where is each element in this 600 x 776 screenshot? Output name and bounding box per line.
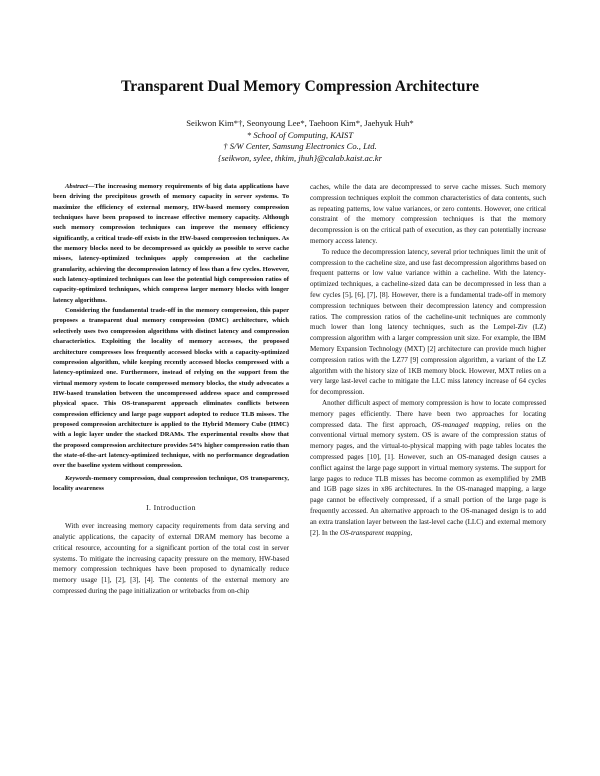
abstract-text-1: —The increasing memory requirements of big data applications have been driving the precipitous growth of memory capacity in server systems. To maximize the efficiency of external memory, HW-based memory compression techniques have been proposed to increase effective memory capacity. Although such memory compression techniques can improve the memory efficiency significantly, a critical trade-off exists in the HW-based compression techniques. As the memory blocks need to be decompressed as quickly as possible to serve cache misses, latency-optimized techniques apply compression at the cacheline granularity, achieving the decompression latency of less than a few cycles. However, such latency-optimized techniques can lose the potential high compression ratios of capacity-optimized techniques, which compress larger memory blocks with longer latency algorithms. xyxy=(53,183,289,304)
intro-p4-text-a: Another difficult aspect of memory compression is how to locate compressed memory pages efficiently. There have been two approaches for locating compressed data. The first approach, xyxy=(310,398,546,429)
author-emails: {seikwon, sylee, thkim, jhuh}@calab.kaist.ac.kr xyxy=(218,152,382,163)
right-column xyxy=(310,182,546,538)
left-column xyxy=(53,182,289,597)
intro-paragraph-2: caches, while the data are decompressed to serve cache misses. Such memory compression techniques exploit the common characteristics of data contents, such as repeating patterns, low value variances, or zero contents. However, one critical constraint of the memory compression techniques is that the memory decompression is on the critical path of execution, as they can potentially increase memory access latency. xyxy=(310,183,546,245)
keywords-text: -memory compression, dual compression technique, OS transparency, locality awareness xyxy=(53,474,289,492)
affiliation-samsung: † S/W Center, Samsung Electronics Co., Ltd. xyxy=(223,141,377,152)
abstract-paragraph-2: Considering the fundamental trade-off in the memory compression, this paper proposes a transparent dual memory compression (DMC) architecture, which selectively uses two compression algorithms with distinct latency and compression characteristics. Exploiting the locality of memory accesses, the proposed architecture compresses less frequently accessed blocks with a capacity-optimized compression algorithm, while keeping recently accessed blocks compressed with a latency-optimized one. Furthermore, instead of relying on the support from the virtual memory system to locate compressed memory blocks, the study advocates a HW-based translation between the uncompressed address space and compressed physical space. This OS-transparent approach eliminates conflicts between compression efficiency and large page support adopted to reduce TLB misses. The proposed compression architecture is applied to the Hybrid Memory Cube (HMC) with a logic layer under the stacked DRAMs. The experimental results show that the proposed compression architecture provides 54% higher compression ratio than the state-of-the-art latency-optimized technique, with no performance degradation over the baseline system without compression. xyxy=(53,307,289,470)
abstract xyxy=(53,182,289,472)
intro-paragraph-3: To reduce the decompression latency, several prior techniques limit the unit of compression to the cacheline size, and use fast decompression algorithms based on frequent patterns or low value variance within a cacheline. With the latency-optimized techniques, a cacheline-sized data can be decompressed in less than a few cycles [5], [6], [7], [8]. However, there is a fundamental trade-off in memory compression techniques between their decompression latency and compression ratios. The compression ratios of the cacheline-unit techniques are commonly much lower than long latency techniques, such as the Lempel-Ziv (LZ) compression algorithm with a larger compression unit size. For example, the IBM Memory Expansion Technology (MXT) [2] architecture can provide much higher compression ratios with the LZ77 [9] compression algorithm, a variant of the LZ algorithm with the history size of 1KB memory block. However, MXT relies on a very large last-level cache to mitigate the LLC miss latency increase of 64 cycles for decompression. xyxy=(310,247,546,397)
intro-p4-text-b: , relies on the conventional virtual memory system. OS is aware of the compression status of memory pages, and the virtual-to-physical mapping with page tables locates the compressed pages [10], [1]. However, such an OS-managed design causes a conflict against the large page support in virtual memory systems. The support for large pages to reduce TLB misses has become common as exemplified by 2MB and 1GB page sizes in x86 architectures. In the OS-managed mapping, a large page cannot be effectively compressed, if a small portion of the large page is frequently accessed. An alternative approach to the OS-managed design is to add an extra translation layer between the last-level cache (LLC) and external memory [2]. In the xyxy=(310,420,547,537)
term-os-transparent: OS-transparent mapping xyxy=(339,528,411,537)
intro-paragraph-1: With ever increasing memory capacity requirements from data serving and analytic applications, the capacity of external DRAM memory has become a critical resource, accounting for a significant portion of the total cost in server systems. To mitigate the increasing capacity pressure on the memory, HW-based memory compression techniques have been proposed to dynamically reduce memory usage [1], [2], [3], [4]. The contents of the external memory are compressed during the page initialization or writebacks from on-chip xyxy=(53,522,289,595)
intro-paragraph-4 xyxy=(310,398,546,538)
author-block xyxy=(0,118,600,164)
section-heading-introduction: I. Introduction xyxy=(146,503,196,513)
affiliation-kaist: * School of Computing, KAIST xyxy=(246,129,354,140)
keywords-lead: Keywords xyxy=(65,474,92,482)
author-names: Seikwon Kim*†, Seonyoung Lee*, Taehoon Kim*, Jaehyuk Huh* xyxy=(186,118,414,128)
keywords xyxy=(53,474,289,495)
term-os-managed: OS-managed mapping xyxy=(431,420,499,429)
paper-title: Transparent Dual Memory Compression Architecture xyxy=(120,78,480,95)
abstract-paragraph-1 xyxy=(53,182,289,306)
intro-p4-text-c: , xyxy=(410,528,413,537)
abstract-lead: Abstract xyxy=(65,183,88,190)
